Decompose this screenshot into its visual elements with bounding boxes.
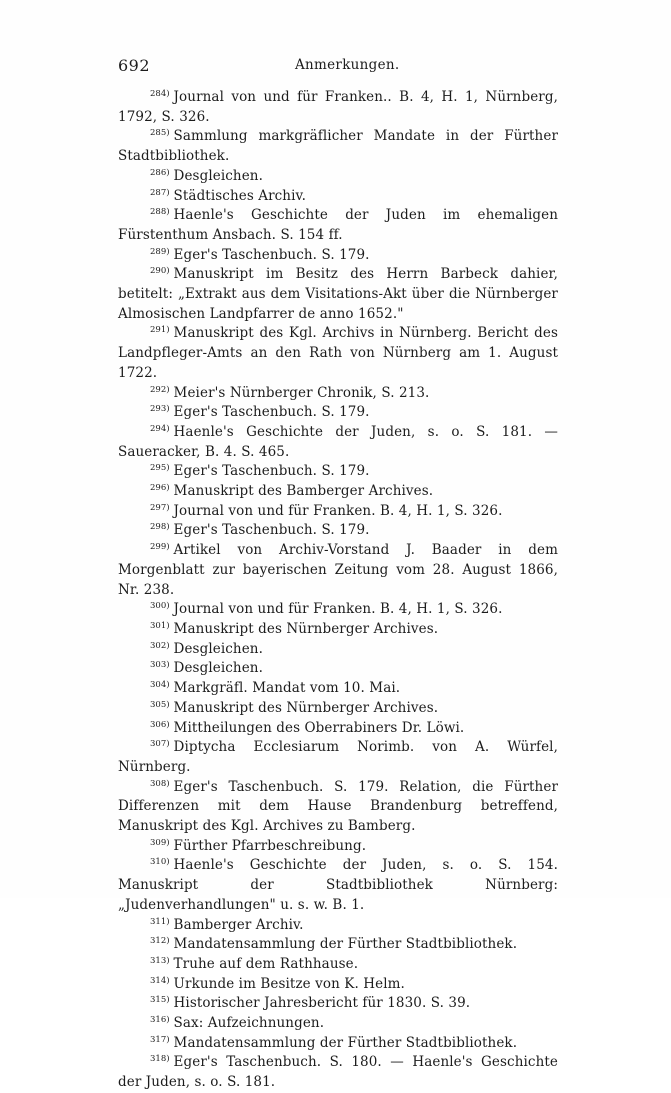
endnote xyxy=(118,423,558,462)
endnote xyxy=(118,916,558,936)
endnote-text: Markgräfl. Mandat vom 10. Mai. xyxy=(173,680,401,697)
endnote-text: Manuskript des Kgl. Archivs in Nürnberg. Bericht des Landpfleger-Amts an den Rath von Nürnberg am 1. August 1722. xyxy=(118,325,558,381)
endnote-number: 305) xyxy=(150,699,170,710)
endnote-number: 311) xyxy=(150,916,170,927)
endnote-number: 290) xyxy=(150,266,170,277)
page-header xyxy=(118,56,558,76)
endnote xyxy=(118,1053,558,1092)
endnote-text: Journal von und für Franken.. B. 4, H. 1, Nürnberg, 1792, S. 326. xyxy=(118,89,558,125)
endnote-number: 316) xyxy=(150,1015,170,1026)
endnote xyxy=(118,620,558,640)
endnote xyxy=(118,738,558,777)
endnote-number: 284) xyxy=(150,89,170,99)
endnote-number: 312) xyxy=(150,936,170,947)
endnote-text: Haenle's Geschichte der Juden im ehemaligen Fürstenthum Ansbach. S. 154 ff. xyxy=(118,207,558,243)
endnote-number: 296) xyxy=(150,483,170,494)
endnote-text: Fürther Pfarrbeschreibung. xyxy=(173,837,367,854)
endnote-text: Mandatensammlung der Fürther Stadtbibliothek. xyxy=(173,936,518,953)
endnote-number: 307) xyxy=(150,739,170,750)
endnote xyxy=(118,187,558,207)
endnote-text: Truhe auf dem Rathhause. xyxy=(173,955,359,972)
endnote-text: Bamberger Archiv. xyxy=(173,916,304,933)
endnote-text: Desgleichen. xyxy=(173,660,263,677)
endnote xyxy=(118,246,558,266)
endnote-text: Mittheilungen des Oberrabiners Dr. Löwi. xyxy=(173,719,465,736)
endnote-number: 291) xyxy=(150,325,170,336)
endnote-number: 309) xyxy=(150,837,170,848)
endnote-number: 301) xyxy=(150,620,170,631)
endnote xyxy=(118,856,558,915)
endnote-number: 317) xyxy=(150,1034,170,1045)
endnote-number: 286) xyxy=(150,167,170,178)
endnote xyxy=(118,502,558,522)
endnote xyxy=(118,88,558,127)
endnote xyxy=(118,1034,558,1054)
endnote-number: 285) xyxy=(150,128,170,139)
endnote-text: Haenle's Geschichte der Juden, s. o. S. 154. Manuskript der Stadtbibliothek Nürnberg: „Judenverhandlungen" u. s. w. B. 1. xyxy=(118,857,558,913)
endnote-number: 292) xyxy=(150,384,170,395)
endnote-number: 315) xyxy=(150,995,170,1006)
endnote-number: 288) xyxy=(150,207,170,218)
endnote-text: Manuskript im Besitz des Herrn Barbeck dahier, betitelt: „Extrakt aus dem Visitations-Akt über die Nürnberger Almosischen Landpfarrer de anno 1652." xyxy=(118,266,558,322)
endnotes-list xyxy=(118,88,558,1093)
endnote-text: Manuskript des Nürnberger Archives. xyxy=(173,620,439,637)
endnote-text: Meier's Nürnberger Chronik, S. 213. xyxy=(173,384,430,401)
endnote xyxy=(118,462,558,482)
endnote xyxy=(118,1014,558,1034)
endnote-text: Städtisches Archiv. xyxy=(173,187,307,204)
endnote xyxy=(118,541,558,600)
endnote-number: 294) xyxy=(150,423,170,434)
endnote-text: Sax: Aufzeichnungen. xyxy=(173,1015,325,1032)
endnote xyxy=(118,719,558,739)
endnote xyxy=(118,167,558,187)
endnote xyxy=(118,837,558,857)
endnote-number: 304) xyxy=(150,680,170,691)
endnote xyxy=(118,935,558,955)
endnote xyxy=(118,994,558,1014)
endnote-number: 308) xyxy=(150,778,170,789)
endnote xyxy=(118,206,558,245)
endnote-text: Desgleichen. xyxy=(173,640,263,657)
endnote xyxy=(118,403,558,423)
endnote-text: Manuskript des Nürnberger Archives. xyxy=(173,699,439,716)
endnote-text: Eger's Taschenbuch. S. 179. xyxy=(173,522,370,539)
page-number: 692 xyxy=(118,56,151,75)
endnote-number: 313) xyxy=(150,955,170,966)
endnote xyxy=(118,521,558,541)
endnote-number: 303) xyxy=(150,660,170,671)
endnote xyxy=(118,955,558,975)
endnote xyxy=(118,778,558,837)
endnote-number: 310) xyxy=(150,857,170,868)
endnote-number: 318) xyxy=(150,1054,170,1065)
endnote-text: Desgleichen. xyxy=(173,167,263,184)
endnote-number: 289) xyxy=(150,246,170,257)
running-title: Anmerkungen. xyxy=(295,57,400,73)
endnote xyxy=(118,482,558,502)
endnote xyxy=(118,699,558,719)
endnote-number: 306) xyxy=(150,719,170,730)
endnote-number: 302) xyxy=(150,640,170,651)
endnote xyxy=(118,679,558,699)
endnote-text: Eger's Taschenbuch. S. 179. xyxy=(173,463,370,480)
endnote-text: Sammlung markgräflicher Mandate in der Fürther Stadtbibliothek. xyxy=(118,128,558,165)
endnote xyxy=(118,127,558,166)
endnote-number: 297) xyxy=(150,502,170,513)
endnote-text: Eger's Taschenbuch. S. 179. Relation, die Fürther Differenzen mit dem Hause Brandenburg betreffend, Manuskript des Kgl. Archives zu Bamberg. xyxy=(118,778,558,835)
endnote-number: 295) xyxy=(150,463,170,474)
endnote-number: 287) xyxy=(150,187,170,198)
endnote-text: Journal von und für Franken. B. 4, H. 1, S. 326. xyxy=(173,502,503,519)
endnote-text: Mandatensammlung der Fürther Stadtbibliothek. xyxy=(173,1034,518,1051)
endnote-text: Diptycha Ecclesiarum Norimb. von A. Würfel, Nürnberg. xyxy=(118,739,558,775)
endnote xyxy=(118,324,558,383)
endnote xyxy=(118,265,558,324)
endnote-text: Eger's Taschenbuch. S. 179. xyxy=(173,404,370,421)
endnote-text: Eger's Taschenbuch. S. 179. xyxy=(173,246,370,263)
endnote-text: Haenle's Geschichte der Juden, s. o. S. 181. — Saueracker, B. 4. S. 465. xyxy=(118,423,558,460)
endnote-text: Urkunde im Besitze von K. Helm. xyxy=(173,975,405,992)
endnote-text: Eger's Taschenbuch. S. 180. — Haenle's Geschichte der Juden, s. o. S. 181. xyxy=(118,1054,558,1091)
endnote-text: Historischer Jahresbericht für 1830. S. 39. xyxy=(173,995,471,1012)
endnote xyxy=(118,659,558,679)
endnote-text: Journal von und für Franken. B. 4, H. 1, S. 326. xyxy=(173,601,503,618)
endnote xyxy=(118,384,558,404)
endnote-number: 299) xyxy=(150,542,170,553)
endnote xyxy=(118,600,558,620)
endnote-number: 314) xyxy=(150,975,170,986)
endnote-number: 298) xyxy=(150,522,170,533)
endnote-number: 300) xyxy=(150,601,170,612)
endnote-text: Artikel von Archiv-Vorstand J. Baader in dem Morgenblatt zur bayerischen Zeitung vom 28. August 1866, Nr. 238. xyxy=(118,542,558,598)
endnote xyxy=(118,975,558,995)
endnote xyxy=(118,640,558,660)
endnote-number: 293) xyxy=(150,404,170,415)
endnote-text: Manuskript des Bamberger Archives. xyxy=(173,483,434,500)
